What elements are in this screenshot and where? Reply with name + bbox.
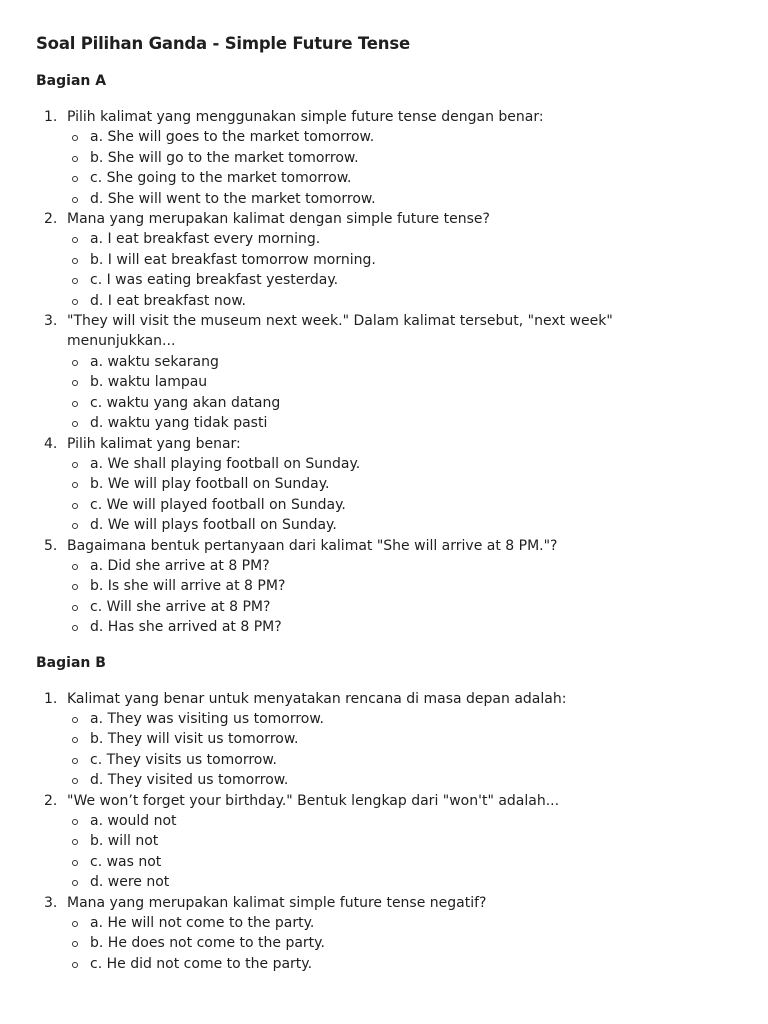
option-list [67,127,687,209]
hollow-circle-bullet-icon [72,156,78,162]
option-text: d. I eat breakfast now. [90,292,246,309]
question-item [36,107,687,209]
question-text: Kalimat yang benar untuk menyatakan rencana di masa depan adalah: [67,690,567,707]
question-text: Bagaimana bentuk pertanyaan dari kalimat "She will arrive at 8 PM."? [67,537,558,554]
answer-option [67,597,687,617]
section-title-bagian-a: Bagian A [36,73,107,89]
answer-option [67,352,687,372]
option-text: b. Is she will arrive at 8 PM? [90,578,286,595]
answer-option [67,270,687,290]
answer-option [67,229,687,249]
option-text: b. will not [90,833,159,850]
hollow-circle-bullet-icon [72,921,78,927]
question-number: 3. [44,894,58,911]
answer-option [67,454,687,474]
page-title: Soal Pilihan Ganda - Simple Future Tense [36,34,410,53]
answer-option [67,709,687,729]
question-item [36,536,687,638]
question-number: 2. [44,792,58,809]
hollow-circle-bullet-icon [72,941,78,947]
question-number: 4. [44,435,58,452]
answer-option [67,811,687,831]
option-text: a. would not [90,813,177,829]
answer-option [67,831,687,851]
option-text: b. We will play football on Sunday. [90,476,330,493]
hollow-circle-bullet-icon [72,503,78,509]
hollow-circle-bullet-icon [72,778,78,784]
option-text: d. They visited us tomorrow. [90,772,289,789]
question-number: 1. [44,690,58,707]
option-text: d. were not [90,874,170,891]
hollow-circle-bullet-icon [72,237,78,243]
option-text: c. He did not come to the party. [90,955,313,972]
question-number: 5. [44,537,58,554]
option-text: b. I will eat breakfast tomorrow morning. [90,251,376,268]
option-text: b. She will go to the market tomorrow. [90,149,359,166]
option-text: b. He does not come to the party. [90,935,325,952]
option-list [67,229,687,311]
hollow-circle-bullet-icon [72,584,78,590]
question-item [36,311,687,433]
question-item [36,689,687,791]
answer-option [67,954,687,974]
question-list-bagian-a [36,107,768,638]
hollow-circle-bullet-icon [72,278,78,284]
hollow-circle-bullet-icon [72,135,78,141]
option-text: a. She will goes to the market tomorrow. [90,129,375,146]
hollow-circle-bullet-icon [72,360,78,366]
hollow-circle-bullet-icon [72,758,78,764]
hollow-circle-bullet-icon [72,482,78,488]
question-text: Pilih kalimat yang menggunakan simple future tense dengan benar: [67,109,544,125]
option-text: c. Will she arrive at 8 PM? [90,598,271,615]
option-list [67,352,687,434]
hollow-circle-bullet-icon [72,176,78,182]
option-list [67,913,687,974]
hollow-circle-bullet-icon [72,380,78,386]
question-text: Pilih kalimat yang benar: [67,435,241,452]
option-text: a. He will not come to the party. [90,915,315,932]
section-title-bagian-b: Bagian B [36,654,106,671]
hollow-circle-bullet-icon [72,523,78,529]
answer-option [67,729,687,749]
question-text: Mana yang merupakan kalimat dengan simple future tense? [67,211,490,228]
answer-option [67,148,687,168]
answer-option [67,189,687,209]
question-text: "They will visit the museum next week." Dalam kalimat tersebut, "next week" menunjukkan... [67,313,613,350]
answer-option [67,168,687,188]
question-list-bagian-b [36,689,768,975]
hollow-circle-bullet-icon [72,819,78,825]
option-text: a. We shall playing football on Sunday. [90,455,361,472]
option-text: d. Has she arrived at 8 PM? [90,619,282,636]
answer-option [67,556,687,576]
answer-option [67,372,687,392]
option-list [67,811,687,893]
option-text: c. was not [90,853,162,870]
option-text: c. I was eating breakfast yesterday. [90,272,339,289]
option-list [67,556,687,638]
question-item [36,209,687,311]
hollow-circle-bullet-icon [72,880,78,886]
option-list [67,709,687,791]
option-text: c. They visits us tomorrow. [90,751,277,768]
option-list [67,454,687,536]
hollow-circle-bullet-icon [72,860,78,866]
hollow-circle-bullet-icon [72,421,78,427]
answer-option [67,617,687,637]
answer-option [67,495,687,515]
answer-option [67,872,687,892]
hollow-circle-bullet-icon [72,605,78,611]
option-text: d. She will went to the market tomorrow. [90,190,376,207]
hollow-circle-bullet-icon [72,564,78,570]
option-text: b. They will visit us tomorrow. [90,731,299,748]
answer-option [67,393,687,413]
question-item [36,791,687,893]
hollow-circle-bullet-icon [72,625,78,631]
answer-option [67,474,687,494]
hollow-circle-bullet-icon [72,839,78,845]
option-text: a. They was visiting us tomorrow. [90,710,324,727]
question-number: 3. [44,313,58,330]
hollow-circle-bullet-icon [72,717,78,723]
option-text: d. We will plays football on Sunday. [90,517,337,534]
hollow-circle-bullet-icon [72,258,78,264]
option-text: a. I eat breakfast every morning. [90,231,321,248]
answer-option [67,750,687,770]
option-text: c. She going to the market tomorrow. [90,170,352,187]
hollow-circle-bullet-icon [72,401,78,407]
answer-option [67,913,687,933]
option-text: d. waktu yang tidak pasti [90,415,268,432]
question-number: 1. [44,109,58,125]
hollow-circle-bullet-icon [72,462,78,468]
answer-option [67,413,687,433]
answer-option [67,127,687,147]
hollow-circle-bullet-icon [72,962,78,968]
answer-option [67,933,687,953]
question-number: 2. [44,211,58,228]
question-text: Mana yang merupakan kalimat simple future tense negatif? [67,894,487,911]
question-text: "We won’t forget your birthday." Bentuk lengkap dari "won't" adalah... [67,792,560,809]
option-text: c. waktu yang akan datang [90,394,281,411]
answer-option [67,250,687,270]
answer-option [67,291,687,311]
question-item [36,893,687,975]
answer-option [67,852,687,872]
option-text: a. waktu sekarang [90,353,219,370]
answer-option [67,515,687,535]
option-text: b. waktu lampau [90,374,208,391]
option-text: a. Did she arrive at 8 PM? [90,557,270,574]
answer-option [67,576,687,596]
hollow-circle-bullet-icon [72,299,78,305]
answer-option [67,770,687,790]
question-item [36,434,687,536]
hollow-circle-bullet-icon [72,197,78,203]
option-text: c. We will played football on Sunday. [90,496,346,513]
hollow-circle-bullet-icon [72,737,78,743]
